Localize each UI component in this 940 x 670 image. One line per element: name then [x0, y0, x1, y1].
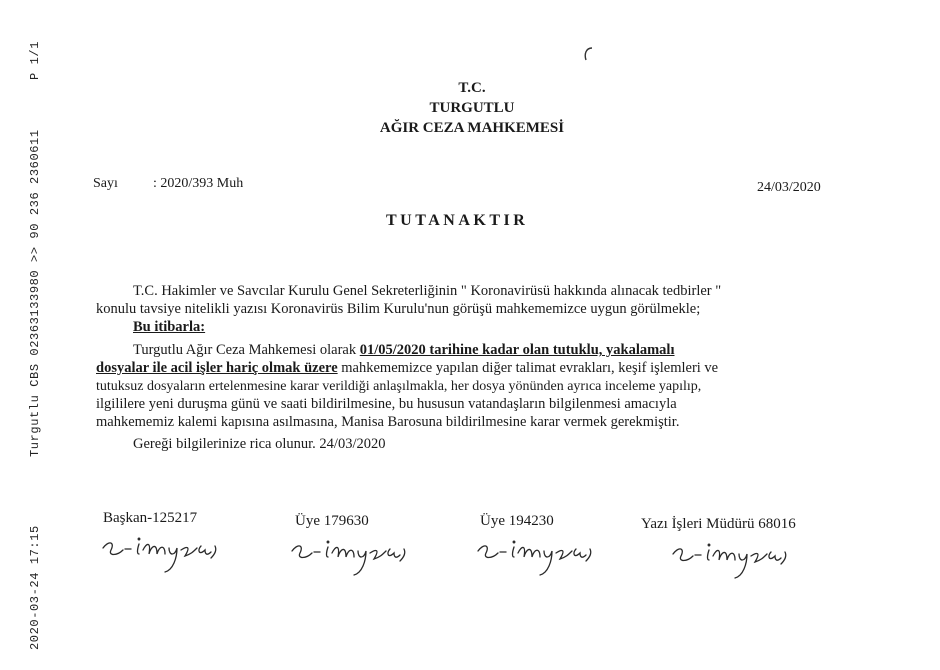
paragraph-2-line-4: ilgililere yeni duruşma günü ve saati bildirilmesine, bu hususun vatandaşların bilgilenmesi amacıyla: [96, 396, 677, 412]
signature-title-2: Üye 179630: [295, 513, 369, 529]
signature-title-3: Üye 194230: [480, 513, 554, 529]
paragraph-1-line-2: konulu tavsiye nitelikli yazısı Koronavirüs Bilim Kurulu'nun görüşü mahkememizce uygun görülmekle;: [96, 301, 701, 317]
paragraph-1-line-1: T.C. Hakimler ve Savcılar Kurulu Genel Sekreterliğinin " Koronavirüsü hakkında alınacak tedbirler ": [133, 283, 722, 299]
header-city: TURGUTLU: [429, 100, 515, 116]
header-court: AĞIR CEZA MAHKEMESİ: [379, 120, 565, 136]
document-title: TUTANAKTIR: [386, 212, 529, 229]
bu-itibarla-label: [133, 319, 205, 337]
e-imza-signature-2-icon: [284, 531, 414, 579]
sayi-value: : 2020/393 Muh: [153, 176, 244, 191]
paragraph-2-line-2-b: mahkememizce yapılan diğer talimat evrakları, keşif işlemleri ve: [337, 360, 719, 376]
signature-title-4: Yazı İşleri Müdürü 68016: [641, 516, 796, 532]
fax-header-line: Turgutlu CBS 02363133980 >> 90 236 2360611: [28, 129, 42, 457]
e-imza-signature-3-icon: [470, 531, 600, 579]
fax-page-number: P 1/1: [28, 40, 42, 80]
handwritten-mark-icon: [576, 44, 598, 68]
header-tc: T.C.: [458, 80, 486, 96]
paragraph-2-line-1: [133, 342, 675, 360]
bu-itibarla-text: Bu itibarla:: [133, 319, 206, 335]
paragraph-2-line-1-a: Turgutlu Ağır Ceza Mahkemesi olarak: [133, 342, 360, 358]
paragraph-2-line-2: [96, 360, 718, 378]
signature-title-1: Başkan-125217: [103, 510, 198, 526]
paragraph-2-line-1-b: 01/05/2020 tarihine kadar olan tutuklu, yakalamalı: [359, 342, 675, 358]
e-imza-signature-1-icon: [95, 528, 225, 576]
sayi-label: Sayı: [93, 176, 118, 191]
e-imza-signature-4-icon: [665, 534, 795, 582]
paragraph-2-line-3: tutuksuz dosyaların ertelenmesine karar verildiği anlaşılmakla, her dosya yönünden ayrıca inceleme yapılıp,: [96, 379, 702, 394]
paragraph-2-line-5: mahkememiz kalemi kapısına asılmasına, Manisa Barosuna bildirilmesine karar vermek gerekmiştir.: [96, 414, 680, 430]
paragraph-3: Gereği bilgilerinize rica olunur. 24/03/2020: [133, 436, 386, 452]
fax-timestamp: 2020-03-24 17:15: [28, 525, 42, 650]
paragraph-2-line-2-a: dosyalar ile acil işler hariç olmak üzere: [96, 360, 338, 376]
document-date: 24/03/2020: [757, 180, 821, 195]
